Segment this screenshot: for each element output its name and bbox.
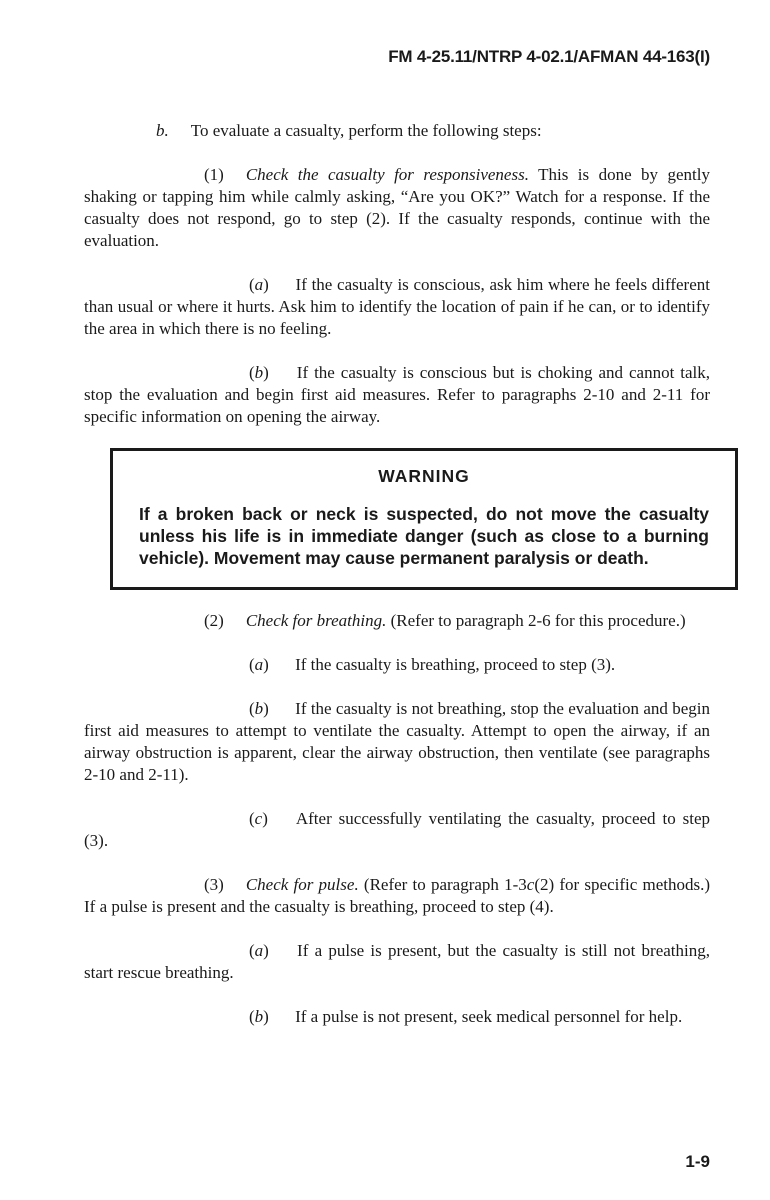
substep-text: If the casualty is breathing, proceed to step (3). <box>290 655 616 674</box>
substep-label: a <box>254 941 264 960</box>
step-text: (Refer to paragraph 2-6 for this procedure.) <box>386 611 686 630</box>
step-title: Check for pulse. <box>245 875 359 894</box>
step-title: Check for breathing. <box>245 611 387 630</box>
step-3a: (a) If a pulse is present, but the casualty is still not breathing, start rescue breathing. <box>84 941 710 982</box>
step-3 <box>84 874 710 918</box>
step-ref: c <box>526 875 535 894</box>
substep-label: c <box>254 809 263 828</box>
step-1 <box>84 164 710 252</box>
step-label: (1) <box>204 165 224 184</box>
step-1b: (b) If the casualty is conscious but is choking and cannot talk, stop the evaluation and begin first aid measures. Refer to paragraphs 2-10 and 2-11 for specific information on opening the airway. <box>84 363 710 426</box>
substep-text: If the casualty is conscious, ask him where he feels different than usual or where it hurts. Ask him to identify the location of pain if he can, or to identify the area in which there is no feeling. <box>84 275 710 338</box>
step-1a: (a) If the casualty is conscious, ask him where he feels different than usual or where it hurts. Ask him to identify the location of pain if he can, or to identify the area in which there is no feeling. <box>84 275 710 338</box>
step-text-cont: (2) for specific methods.) If a pulse is present and the casualty is breathing, proceed to step (4). <box>84 875 710 916</box>
page-number: 1-9 <box>685 1152 710 1171</box>
step-2c: (c) After successfully ventilating the casualty, proceed to step (3). <box>84 809 710 850</box>
substep-label: b <box>254 699 264 718</box>
document-header: FM 4-25.11/NTRP 4-02.1/AFMAN 44-163(I) <box>388 47 710 66</box>
step-2 <box>84 610 710 632</box>
substep-label: b <box>254 1007 264 1026</box>
page-body <box>84 120 710 1028</box>
warning-title: WARNING <box>378 466 470 486</box>
warning-text: If a broken back or neck is suspected, do not move the casualty unless his life is in immediate danger (such as close to a burning vehicle). Movement may cause permanent paralysis or death. <box>139 504 709 568</box>
step-label: (3) <box>204 875 224 894</box>
substep-text: If a pulse is not present, seek medical personnel for help. <box>290 1007 683 1026</box>
step-2a: (a) If the casualty is breathing, proceed to step (3). <box>249 655 616 674</box>
step-text: This is done by gently shaking or tapping him while calmly asking, “Are you OK?” Watch for a response. If the casualty does not respond, go to step (2). If the casualty responds, continue with the evaluation. <box>84 165 711 250</box>
substep-text: If a pulse is present, but the casualty is still not breathing, start rescue breathing. <box>84 941 710 982</box>
substep-label: a <box>254 655 264 674</box>
step-3b: (b) If a pulse is not present, seek medical personnel for help. <box>249 1007 683 1026</box>
paragraph-text: To evaluate a casualty, perform the following steps: <box>190 121 542 140</box>
paragraph-label: b. <box>156 121 169 140</box>
substep-text: After successfully ventilating the casualty, proceed to step (3). <box>84 809 710 850</box>
step-2b: (b) If the casualty is not breathing, stop the evaluation and begin first aid measures to attempt to ventilate the casualty. Attempt to open the airway, if an airway obstruction is apparent, clear the airway obstruction, then ventilate (see paragraphs 2-10 and 2-11). <box>84 699 710 784</box>
paragraph-b <box>84 120 710 142</box>
substep-text: If the casualty is not breathing, stop the evaluation and begin first aid measures to attempt to ventilate the casualty. Attempt to open the airway, if an airway obstruction is apparent, clear the airway obstruction, then ventilate (see paragraphs 2-10 and 2-11). <box>84 699 710 784</box>
step-text: (Refer to paragraph 1-3 <box>358 875 527 894</box>
step-title: Check the casualty for responsiveness. <box>245 165 529 184</box>
substep-label: a <box>254 275 264 294</box>
step-label: (2) <box>204 611 224 630</box>
substep-text: If the casualty is conscious but is choking and cannot talk, stop the evaluation and begin first aid measures. Refer to paragraphs 2-10 and 2-11 for specific information on opening the airway. <box>84 363 710 426</box>
substep-label: b <box>254 363 264 382</box>
warning-box <box>110 448 738 590</box>
